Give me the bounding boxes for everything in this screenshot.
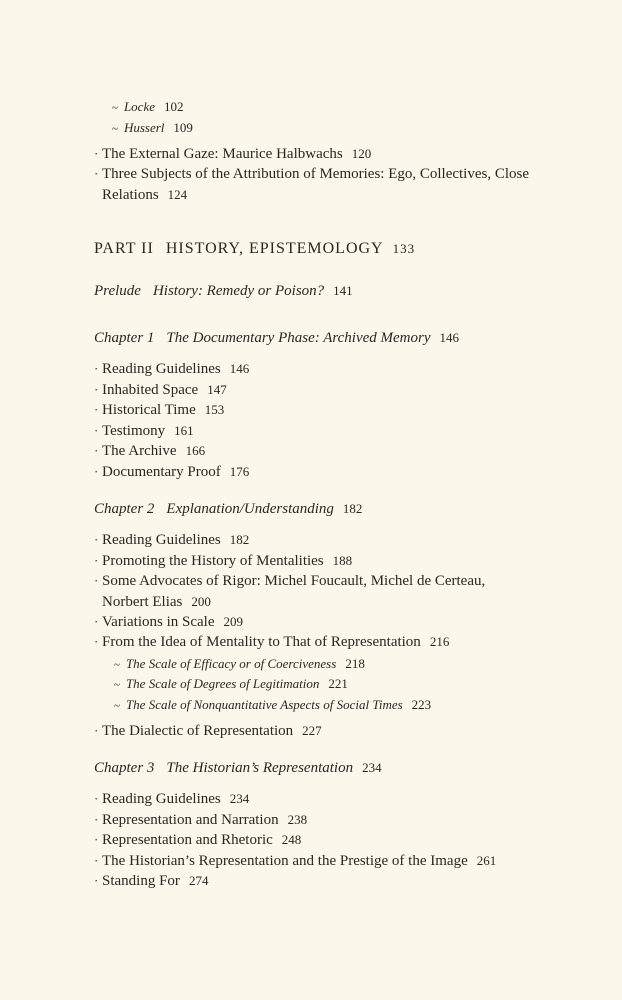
toc-item-title: Documentary Proof: [102, 464, 221, 480]
toc-page-number: 234: [362, 760, 382, 775]
toc-page-number: 120: [351, 146, 372, 161]
toc-page-number: 161: [174, 423, 194, 438]
toc-item: [94, 723, 322, 739]
bullet: ·: [94, 614, 99, 629]
toc-page-number: 147: [207, 382, 227, 397]
toc-page-number: 221: [328, 676, 348, 691]
bullet: ·: [94, 382, 99, 397]
toc-item: [94, 532, 250, 548]
toc-page-number: 261: [476, 853, 497, 868]
bullet: ·: [94, 464, 99, 479]
toc-item-title: Inhabited Space: [102, 382, 199, 398]
toc-item-title: Norbert Elias: [102, 594, 183, 610]
toc-page-number: 146: [439, 330, 460, 345]
toc-item-title: Some Advocates of Rigor: Michel Foucault, Michel de Certeau,: [102, 573, 486, 589]
toc-page-number: 124: [167, 187, 188, 202]
toc-page-number: 109: [173, 120, 193, 135]
toc-page-number: 223: [411, 697, 432, 712]
toc-item: [94, 423, 194, 439]
toc-subitem-title: The Scale of Degrees of Legitimation: [125, 676, 320, 691]
toc-item-continuation: [102, 188, 187, 203]
toc-item-title: The Archive: [102, 443, 177, 459]
tilde-marker: ~: [114, 659, 120, 671]
toc-item-title: Reading Guidelines: [102, 532, 221, 548]
toc-page-number: 218: [345, 656, 365, 671]
toc-page-number: 166: [185, 443, 206, 458]
toc-item-title: Representation and Rhetoric: [102, 832, 273, 848]
bullet: ·: [94, 723, 99, 738]
toc-item: [94, 166, 530, 182]
toc-item-title: Historical Time: [102, 402, 196, 418]
toc-page-number: 182: [229, 532, 250, 547]
toc-subitem: [114, 677, 348, 691]
toc-page-number: 141: [333, 283, 353, 298]
toc-page-number: 153: [204, 402, 225, 417]
toc-subitem: [112, 100, 184, 114]
toc-page-number: 238: [287, 812, 308, 827]
part-heading: [94, 241, 415, 257]
toc-page-number: 200: [191, 594, 211, 609]
toc-item: [94, 791, 250, 807]
toc-page-number: 176: [229, 464, 250, 479]
prelude-heading: [94, 284, 353, 299]
toc-item: [94, 812, 308, 828]
toc-item: [94, 361, 250, 377]
toc-subitem-title: Locke: [123, 99, 155, 114]
toc-page-number: 248: [281, 832, 302, 847]
chapter-label: Chapter 2: [94, 501, 155, 517]
toc-item-title: The External Gaze: Maurice Halbwachs: [102, 146, 343, 162]
chapter-title: The Documentary Phase: Archived Memory: [166, 330, 431, 346]
toc-item: [94, 553, 353, 569]
toc-item-title: Standing For: [102, 873, 180, 889]
toc-item: [94, 464, 250, 480]
chapter-heading: [94, 502, 362, 517]
toc-item-title: Reading Guidelines: [102, 791, 221, 807]
bullet: ·: [94, 573, 99, 588]
toc-page-number: 188: [332, 553, 353, 568]
toc-item-continuation: [102, 595, 211, 610]
bullet: ·: [94, 166, 99, 181]
part-label: PART II: [94, 240, 154, 257]
toc-item-title: Promoting the History of Mentalities: [102, 553, 324, 569]
toc-item: [94, 443, 206, 459]
toc-page-number: 209: [223, 614, 243, 629]
toc-item-title: Representation and Narration: [102, 812, 279, 828]
part-title: HISTORY, EPISTEMOLOGY: [165, 240, 384, 257]
toc-item-title: Variations in Scale: [102, 614, 215, 630]
toc-page-number: 234: [229, 791, 250, 806]
bullet: ·: [94, 873, 99, 888]
tilde-marker: ~: [114, 700, 120, 712]
toc-item: [94, 573, 486, 589]
bullet: ·: [94, 853, 99, 868]
bullet: ·: [94, 812, 99, 827]
toc-item: [94, 832, 302, 848]
toc-item-title: Three Subjects of the Attribution of Memories: Ego, Collectives, Close: [102, 166, 530, 182]
toc-subitem: [112, 121, 193, 135]
bullet: ·: [94, 423, 99, 438]
bullet: ·: [94, 832, 99, 847]
bullet: ·: [94, 443, 99, 458]
toc-subitem-title: The Scale of Efficacy or of Coerciveness: [125, 656, 337, 671]
chapter-label: Chapter 1: [94, 330, 155, 346]
toc-page-number: 182: [342, 501, 363, 516]
toc-subitem-title: The Scale of Nonquantitative Aspects of Social Times: [125, 697, 403, 712]
toc-page-number: 216: [429, 634, 450, 649]
chapter-title: Explanation/Understanding: [166, 501, 334, 517]
toc-page-number: 146: [229, 361, 250, 376]
bullet: ·: [94, 361, 99, 376]
toc-item: [94, 146, 372, 162]
toc-item-title: Testimony: [102, 423, 166, 439]
bullet: ·: [94, 402, 99, 417]
toc-page-number: 102: [164, 99, 184, 114]
toc-item: [94, 853, 497, 869]
toc-page-number: 274: [188, 873, 209, 888]
bullet: ·: [94, 553, 99, 568]
chapter-label: Chapter 3: [94, 760, 155, 776]
toc-item: [94, 614, 243, 630]
chapter-title: The Historian’s Representation: [166, 760, 354, 776]
tilde-marker: ~: [112, 123, 118, 135]
toc-subitem: [114, 657, 365, 671]
toc-page-number: 227: [302, 723, 322, 738]
toc-item-title: Reading Guidelines: [102, 361, 221, 377]
prelude-title: History: Remedy or Poison?: [152, 283, 325, 299]
toc-subitem: [114, 698, 431, 712]
toc-page-number: 133: [392, 241, 416, 256]
chapter-heading: [94, 761, 382, 776]
bullet: ·: [94, 532, 99, 547]
bullet: ·: [94, 634, 99, 649]
prelude-label: Prelude: [94, 283, 141, 299]
toc-item: [94, 634, 450, 650]
toc-item-title: The Dialectic of Representation: [102, 723, 294, 739]
tilde-marker: ~: [112, 102, 118, 114]
bullet: ·: [94, 146, 99, 161]
toc-subitem-title: Husserl: [123, 120, 165, 135]
bullet: ·: [94, 791, 99, 806]
toc-item: [94, 382, 227, 398]
toc-item: [94, 402, 225, 418]
toc-item: [94, 873, 209, 889]
tilde-marker: ~: [114, 679, 120, 691]
toc-item-title: Relations: [102, 187, 159, 203]
chapter-heading: [94, 331, 459, 346]
toc-item-title: From the Idea of Mentality to That of Representation: [102, 634, 421, 650]
toc-item-title: The Historian’s Representation and the Prestige of the Image: [102, 853, 468, 869]
